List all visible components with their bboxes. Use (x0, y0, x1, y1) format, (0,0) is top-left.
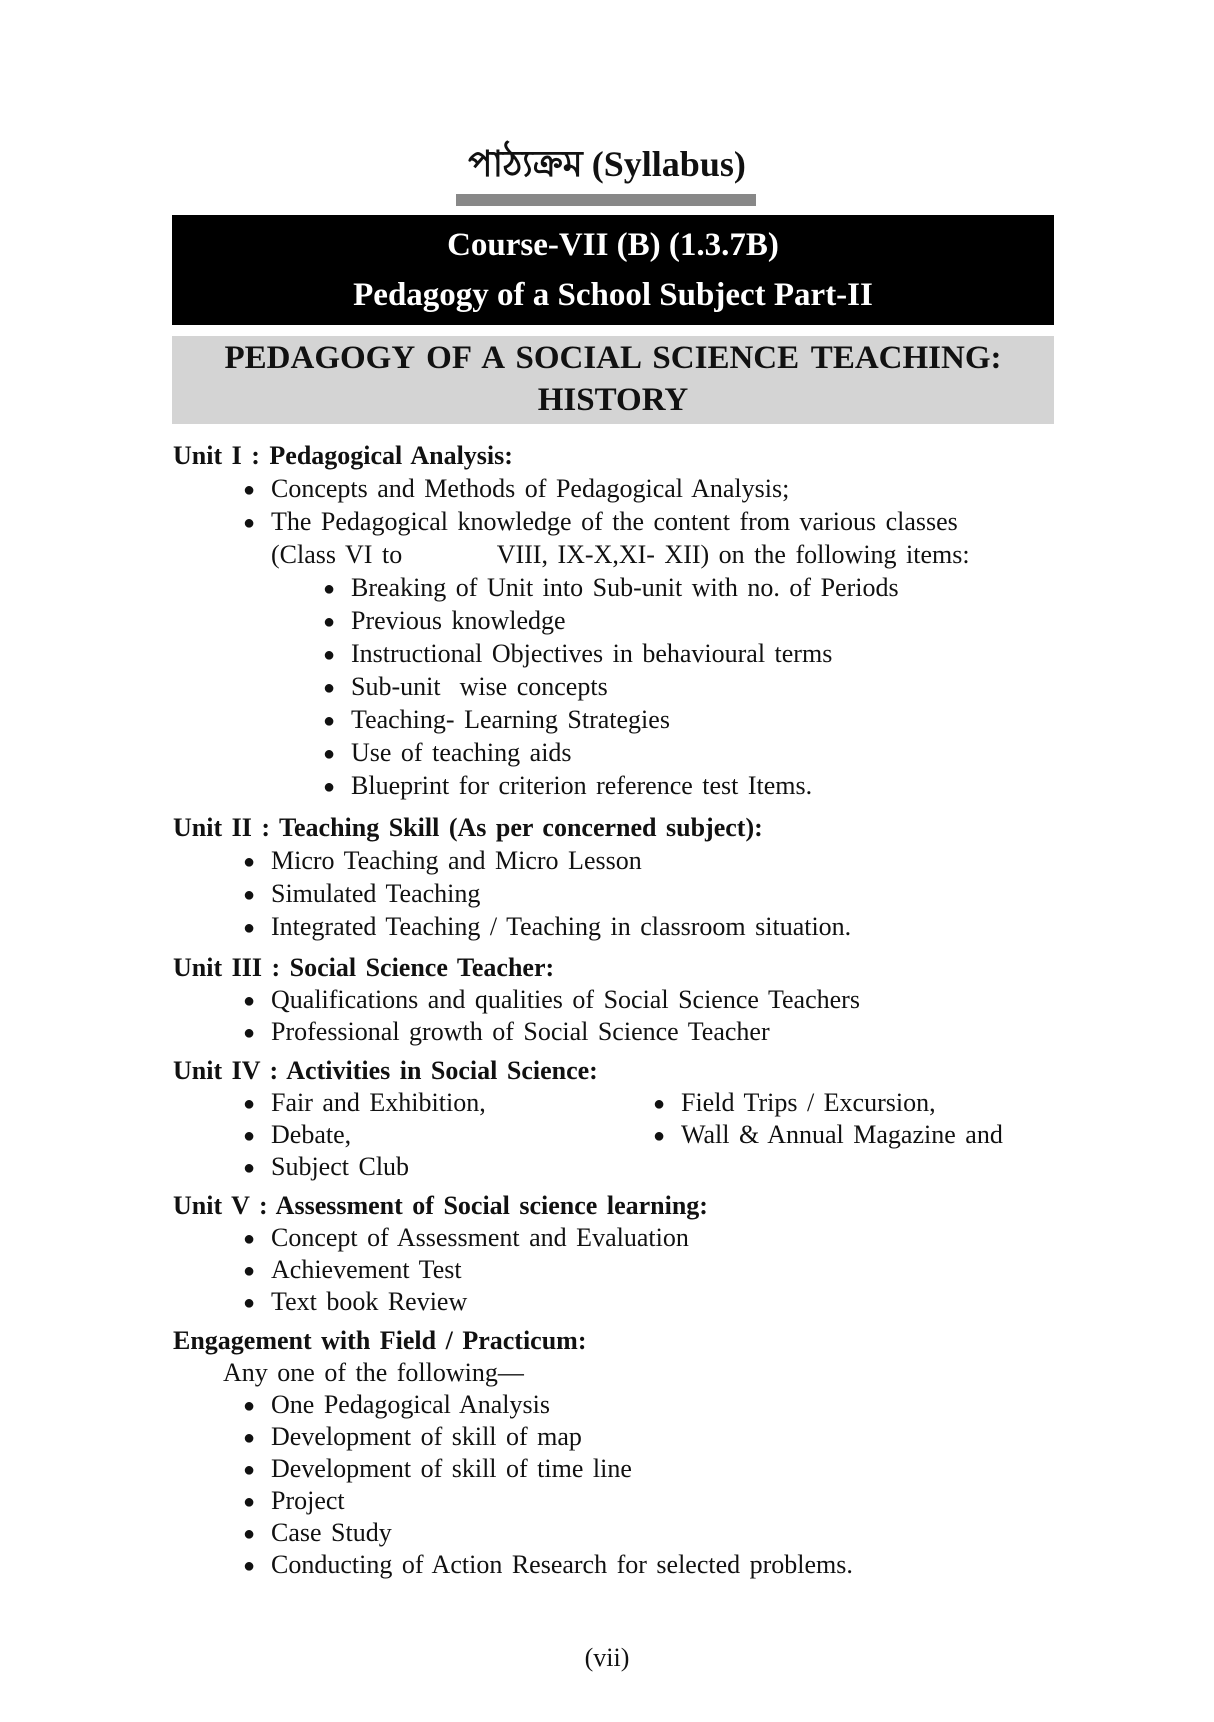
bullet-icon: ● (243, 1292, 256, 1314)
title-underline-bar (456, 194, 756, 206)
bullet-icon: ● (243, 512, 256, 534)
bullet-icon: ● (323, 743, 336, 765)
list-item: ● One Pedagogical Analysis (243, 1389, 550, 1422)
bullet-icon: ● (323, 776, 336, 798)
list-item: ● Teaching- Learning Strategies (323, 704, 670, 737)
list-item: ● Previous knowledge (323, 605, 566, 638)
bullet-icon: ● (653, 1125, 666, 1147)
bullet-icon: ● (323, 644, 336, 666)
list-item: ● Debate, (243, 1119, 351, 1152)
list-item: ● Project (243, 1485, 345, 1518)
unit-1-continuation: (Class VI to VIII, IX-X,XI- XII) on the following items: (271, 540, 970, 569)
bullet-icon: ● (323, 710, 336, 732)
list-item: ● Case Study (243, 1517, 392, 1550)
bullet-icon: ● (243, 1395, 256, 1417)
list-item: ● Micro Teaching and Micro Lesson (243, 845, 642, 878)
bullet-icon: ● (243, 1093, 256, 1115)
page-title: পাঠ্যক্রম (Syllabus) (468, 144, 746, 184)
course-name: Pedagogy of a School Subject Part-II (353, 277, 873, 313)
page-number: (vii) (584, 1643, 630, 1672)
bullet-icon: ● (243, 1491, 256, 1513)
bullet-icon: ● (243, 1427, 256, 1449)
list-item: ● Fair and Exhibition, (243, 1087, 486, 1120)
course-code: Course-VII (B) (1.3.7B) (447, 227, 779, 263)
engagement-heading: Engagement with Field / Practicum: (173, 1326, 587, 1355)
list-item: ● Professional growth of Social Science Teacher (243, 1016, 770, 1049)
list-item: ● Simulated Teaching (243, 878, 480, 911)
bullet-icon: ● (243, 1555, 256, 1577)
engagement-intro: Any one of the following— (223, 1358, 524, 1387)
list-item: ● Development of skill of map (243, 1421, 582, 1454)
bullet-icon: ● (243, 1228, 256, 1250)
list-item: ● Instructional Objectives in behavioural terms (323, 638, 832, 671)
unit-3-heading: Unit III : Social Science Teacher: (173, 953, 555, 982)
list-item: ● Achievement Test (243, 1254, 462, 1287)
list-item: ● Field Trips / Excursion, (653, 1087, 936, 1120)
bullet-icon: ● (323, 677, 336, 699)
bullet-icon: ● (243, 1459, 256, 1481)
list-item: ● Sub-unit wise concepts (323, 671, 608, 704)
bullet-icon: ● (243, 990, 256, 1012)
subject-header-box (172, 336, 1054, 424)
list-item: ● Qualifications and qualities of Social Science Teachers (243, 984, 860, 1017)
unit-1-heading: Unit I : Pedagogical Analysis: (173, 441, 513, 470)
course-header-box (172, 215, 1054, 325)
bullet-icon: ● (243, 479, 256, 501)
list-item: ● Development of skill of time line (243, 1453, 632, 1486)
unit-5-heading: Unit V : Assessment of Social science learning: (173, 1191, 708, 1220)
bullet-icon: ● (323, 578, 336, 600)
list-item: ● Integrated Teaching / Teaching in classroom situation. (243, 911, 851, 944)
list-item: ● Concept of Assessment and Evaluation (243, 1222, 689, 1255)
subject-title-line1: PEDAGOGY OF A SOCIAL SCIENCE TEACHING: (224, 340, 1002, 376)
bullet-icon: ● (243, 851, 256, 873)
bullet-icon: ● (243, 1125, 256, 1147)
list-item: ● Conducting of Action Research for selected problems. (243, 1549, 853, 1582)
bullet-icon: ● (323, 611, 336, 633)
unit-4-heading: Unit IV : Activities in Social Science: (173, 1056, 598, 1085)
bullet-icon: ● (243, 1523, 256, 1545)
bullet-icon: ● (243, 917, 256, 939)
list-item: ● Blueprint for criterion reference test Items. (323, 770, 812, 803)
list-item: ● Breaking of Unit into Sub-unit with no. of Periods (323, 572, 899, 605)
bullet-icon: ● (243, 884, 256, 906)
list-item: ● Use of teaching aids (323, 737, 572, 770)
list-item: ● Concepts and Methods of Pedagogical Analysis; (243, 473, 789, 506)
list-item: ● Subject Club (243, 1151, 409, 1184)
subject-title-line2: HISTORY (537, 382, 689, 418)
bullet-icon: ● (243, 1260, 256, 1282)
unit-2-heading: Unit II : Teaching Skill (As per concerned subject): (173, 813, 763, 842)
list-item: ● Wall & Annual Magazine and (653, 1119, 1003, 1152)
bullet-icon: ● (243, 1157, 256, 1179)
bullet-icon: ● (653, 1093, 666, 1115)
list-item: ● The Pedagogical knowledge of the content from various classes (243, 506, 958, 539)
list-item: ● Text book Review (243, 1286, 467, 1319)
bullet-icon: ● (243, 1022, 256, 1044)
